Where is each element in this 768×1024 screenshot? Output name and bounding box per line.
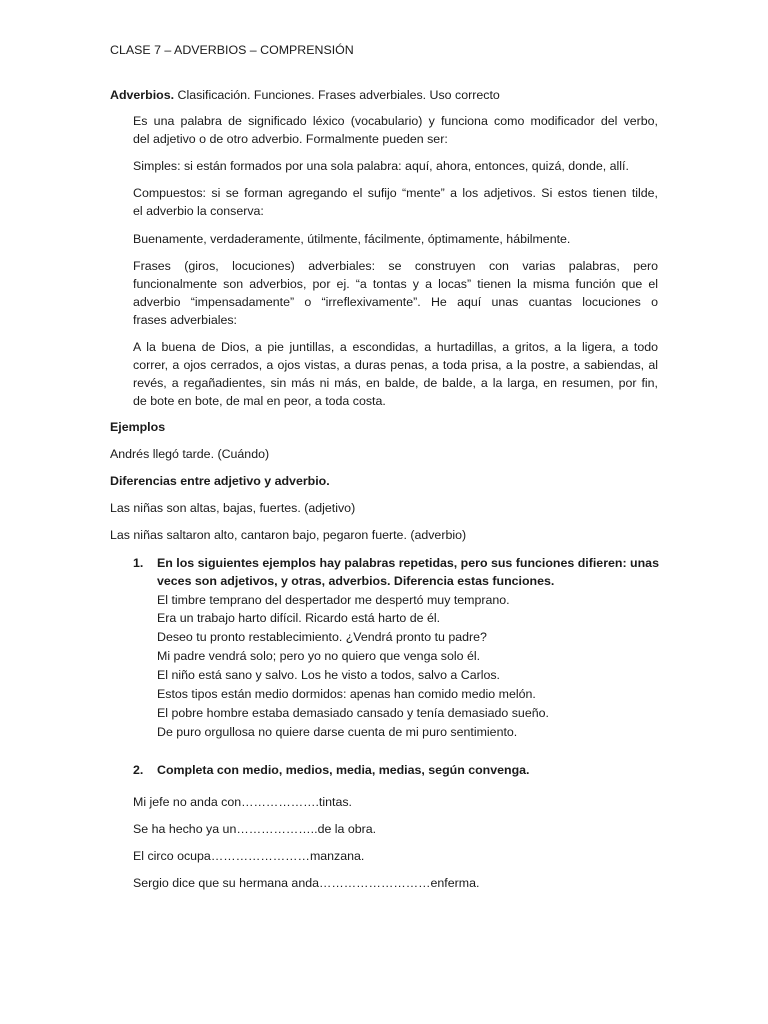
exercise-1-sentence: El timbre temprano del despertador me despertó muy temprano. bbox=[157, 593, 510, 607]
frases-line: funcionalmente son adverbios, por ej. “a tontas y a locas” tienen la misma función que el bbox=[133, 277, 658, 291]
diferencias-heading: Diferencias entre adjetivo y adverbio. bbox=[110, 474, 330, 488]
exercise-1-sentence: Era un trabajo harto difícil. Ricardo está harto de él. bbox=[157, 611, 441, 625]
exercise-2-sentence: Se ha hecho ya un………………..de la obra. bbox=[133, 822, 377, 836]
exercise-2-number: 2. bbox=[133, 763, 144, 777]
para1-line: Es una palabra de significado léxico (vocabulario) y funciona como modificador del verbo, bbox=[133, 114, 658, 128]
locuciones-line: correr, a ojos cerrados, a ojos vistas, a duras penas, a toda prisa, a la postre, a sabiendas, al bbox=[133, 358, 658, 372]
mente-examples: Buenamente, verdaderamente, útilmente, fácilmente, óptimamente, hábilmente. bbox=[133, 232, 571, 246]
exercise-1-instruction: veces son adjetivos, y otras, adverbios. Diferencia estas funciones. bbox=[157, 574, 555, 588]
exercise-2-sentence: Mi jefe no anda con……………….tintas. bbox=[133, 795, 352, 809]
exercise-2-sentence: El circo ocupa……………………manzana. bbox=[133, 849, 365, 863]
frases-line: adverbio “impensadamente” o “irreflexivamente”. He aquí unas cuantas locuciones o bbox=[133, 295, 658, 309]
exercise-2-sentence: Sergio dice que su hermana anda………………………enferma. bbox=[133, 876, 480, 890]
exercise-2-instruction: Completa con medio, medios, media, medias, según convenga. bbox=[157, 763, 530, 777]
page-header: CLASE 7 – ADVERBIOS – COMPRENSIÓN bbox=[110, 43, 354, 57]
ejemplos-heading: Ejemplos bbox=[110, 420, 166, 434]
frases-line: frases adverbiales: bbox=[133, 313, 237, 327]
exercise-1-number: 1. bbox=[133, 556, 144, 570]
intro-line bbox=[110, 86, 500, 104]
intro-subtitle: Clasificación. Funciones. Frases adverbiales. Uso correcto bbox=[174, 88, 500, 102]
frases-line: Frases (giros, locuciones) adverbiales: se construyen con varias palabras, pero bbox=[133, 259, 658, 273]
para1-line: del adjetivo o de otro adverbio. Formalmente pueden ser: bbox=[133, 132, 448, 146]
locuciones-line: revés, a regañadientes, sin más ni más, en balde, de balde, a la larga, en resumen, por fin, bbox=[133, 376, 658, 390]
locuciones-line: de bote en bote, de mal en peor, a toda costa. bbox=[133, 394, 386, 408]
compuestos-line: el adverbio la conserva: bbox=[133, 204, 264, 218]
exercise-1-sentence: Mi padre vendrá solo; pero yo no quiero que venga solo él. bbox=[157, 649, 481, 663]
exercise-1-sentence: Estos tipos están medio dormidos: apenas han comido medio melón. bbox=[157, 687, 536, 701]
exercise-1-instruction: En los siguientes ejemplos hay palabras repetidas, pero sus funciones difieren: unas bbox=[157, 556, 659, 570]
diferencia-ejemplo: Las niñas saltaron alto, cantaron bajo, pegaron fuerte. (adverbio) bbox=[110, 528, 467, 542]
diferencia-ejemplo: Las niñas son altas, bajas, fuertes. (adjetivo) bbox=[110, 501, 356, 515]
ejemplo-text: Andrés llegó tarde. (Cuándo) bbox=[110, 447, 270, 461]
exercise-1-sentence: El pobre hombre estaba demasiado cansado y tenía demasiado sueño. bbox=[157, 706, 549, 720]
exercise-1-sentence: Deseo tu pronto restablecimiento. ¿Vendrá pronto tu padre? bbox=[157, 630, 487, 644]
locuciones-line: A la buena de Dios, a pie juntillas, a escondidas, a hurtadillas, a gritos, a la ligera, a todo bbox=[133, 340, 658, 354]
intro-title: Adverbios. bbox=[110, 88, 175, 102]
exercise-1-sentence: El niño está sano y salvo. Los he visto a todos, salvo a Carlos. bbox=[157, 668, 500, 682]
compuestos-line: Compuestos: si se forman agregando el sufijo “mente” a los adjetivos. Si estos tienen tilde, bbox=[133, 186, 658, 200]
simples-text: Simples: si están formados por una sola palabra: aquí, ahora, entonces, quizá, donde, allí. bbox=[133, 159, 629, 173]
exercise-1-sentence: De puro orgullosa no quiere darse cuenta de mi puro sentimiento. bbox=[157, 725, 518, 739]
